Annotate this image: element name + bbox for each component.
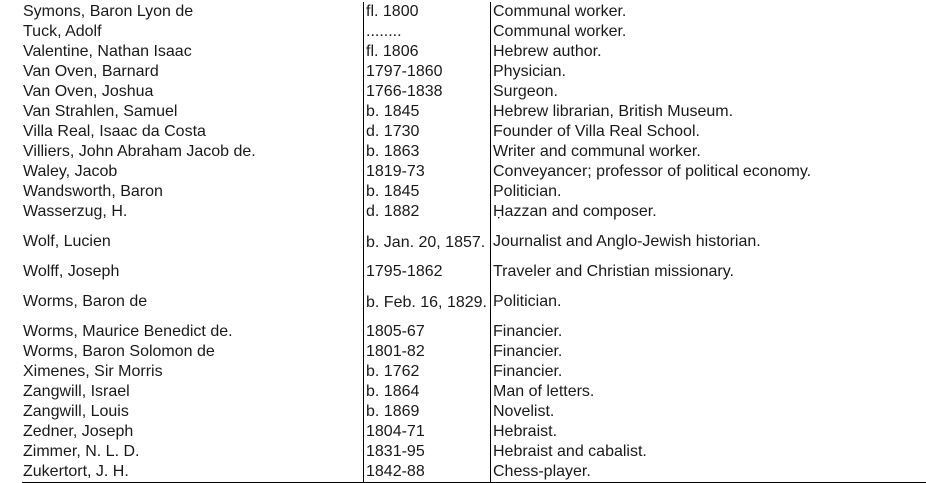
description-cell: Man of letters. bbox=[491, 382, 926, 402]
date-cell: b. 1845 bbox=[364, 102, 491, 122]
person-name-cell: Zimmer, N. L. D. bbox=[23, 443, 140, 460]
person-name-cell: Wasserzug, H. bbox=[23, 203, 128, 220]
table-row bbox=[22, 162, 926, 182]
description-cell: Hebrew librarian, British Museum. bbox=[491, 102, 926, 122]
person-name-cell: Tuck, Adolf bbox=[23, 23, 102, 40]
date-cell: 1766-1838 bbox=[364, 82, 491, 102]
table-row bbox=[22, 262, 926, 282]
description-cell: Conveyancer; professor of political economy. bbox=[491, 162, 926, 182]
table-row bbox=[22, 42, 926, 62]
person-name-cell: Worms, Maurice Benedict de. bbox=[23, 323, 233, 340]
description-cell: Politician. bbox=[491, 282, 926, 322]
description-cell: Hebraist and cabalist. bbox=[491, 442, 926, 462]
date-cell: fl. 1800 bbox=[364, 2, 491, 22]
person-name-cell: Villa Real, Isaac da Costa bbox=[23, 123, 206, 140]
description-cell: Financier. bbox=[491, 362, 926, 382]
table-row bbox=[22, 82, 926, 102]
table-row bbox=[22, 202, 926, 222]
person-name-cell: Zangwill, Louis bbox=[23, 403, 129, 420]
description-cell: Writer and communal worker. bbox=[491, 142, 926, 162]
description-cell: Hebraist. bbox=[491, 422, 926, 442]
date-cell: 1831-95 bbox=[364, 442, 491, 462]
table-row bbox=[22, 122, 926, 142]
date-cell: 1804-71 bbox=[364, 422, 491, 442]
date-cell: b. 1845 bbox=[364, 182, 491, 202]
date-cell: b. Feb. 16, 1829. bbox=[364, 282, 491, 322]
table-row bbox=[22, 102, 926, 122]
table-body bbox=[22, 2, 926, 482]
person-name-cell: Symons, Baron Lyon de bbox=[23, 3, 194, 20]
date-cell: ........ bbox=[364, 22, 491, 42]
table-row bbox=[22, 222, 926, 262]
date-cell: b. Jan. 20, 1857. bbox=[364, 222, 491, 262]
table-row bbox=[22, 62, 926, 82]
person-name-cell: Waley, Jacob bbox=[23, 163, 118, 180]
table-row bbox=[22, 182, 926, 202]
person-name-cell: Van Oven, Joshua bbox=[23, 83, 154, 100]
date-cell: 1797-1860 bbox=[364, 62, 491, 82]
date-cell: d. 1882 bbox=[364, 202, 491, 222]
person-name-cell: Zangwill, Israel bbox=[23, 383, 130, 400]
person-name-cell: Zukertort, J. H. bbox=[23, 463, 129, 480]
description-cell: Financier. bbox=[491, 342, 926, 362]
person-name-cell: Van Oven, Barnard bbox=[23, 63, 159, 80]
description-cell: Communal worker. bbox=[491, 2, 926, 22]
date-cell: 1795-1862 bbox=[364, 262, 491, 282]
table-row bbox=[22, 142, 926, 162]
person-name-cell: Worms, Baron de bbox=[23, 293, 148, 310]
person-name-cell: Zedner, Joseph bbox=[23, 423, 134, 440]
description-cell: Ḥazzan and composer. bbox=[491, 202, 926, 222]
table-row bbox=[22, 282, 926, 322]
table-row bbox=[22, 382, 926, 402]
date-cell: b. 1864 bbox=[364, 382, 491, 402]
description-cell: Surgeon. bbox=[491, 82, 926, 102]
table-row bbox=[22, 22, 926, 42]
description-cell: Physician. bbox=[491, 62, 926, 82]
table-row bbox=[22, 402, 926, 422]
date-cell: 1805-67 bbox=[364, 322, 491, 342]
description-cell: Financier. bbox=[491, 322, 926, 342]
date-cell: b. 1863 bbox=[364, 142, 491, 162]
table-row bbox=[22, 362, 926, 382]
description-cell: Novelist. bbox=[491, 402, 926, 422]
description-cell: Communal worker. bbox=[491, 22, 926, 42]
person-name-cell: Worms, Baron Solomon de bbox=[23, 343, 215, 360]
date-cell: 1819-73 bbox=[364, 162, 491, 182]
date-cell: 1842-88 bbox=[364, 462, 491, 482]
table-row bbox=[22, 342, 926, 362]
date-cell: d. 1730 bbox=[364, 122, 491, 142]
person-name-cell: Villiers, John Abraham Jacob de. bbox=[23, 143, 256, 160]
description-cell: Chess-player. bbox=[491, 462, 926, 482]
person-name-cell: Valentine, Nathan Isaac bbox=[23, 43, 192, 60]
date-cell: b. 1762 bbox=[364, 362, 491, 382]
description-cell: Founder of Villa Real School. bbox=[491, 122, 926, 142]
table-row bbox=[22, 422, 926, 442]
date-cell: fl. 1806 bbox=[364, 42, 491, 62]
description-cell: Hebrew author. bbox=[491, 42, 926, 62]
table-row bbox=[22, 322, 926, 342]
table-row bbox=[22, 442, 926, 462]
table-row bbox=[22, 2, 926, 22]
person-name-cell: Van Strahlen, Samuel bbox=[23, 103, 178, 120]
description-cell: Politician. bbox=[491, 182, 926, 202]
person-name-cell: Wolff, Joseph bbox=[23, 263, 120, 280]
date-cell: 1801-82 bbox=[364, 342, 491, 362]
person-name-cell: Wandsworth, Baron bbox=[23, 183, 163, 200]
biography-table bbox=[22, 2, 926, 482]
person-name-cell: Wolf, Lucien bbox=[23, 233, 111, 250]
description-cell: Traveler and Christian missionary. bbox=[491, 262, 926, 282]
date-cell: b. 1869 bbox=[364, 402, 491, 422]
person-name-cell: Ximenes, Sir Morris bbox=[23, 363, 163, 380]
description-cell: Journalist and Anglo-Jewish historian. bbox=[491, 222, 926, 262]
table-row bbox=[22, 462, 926, 482]
